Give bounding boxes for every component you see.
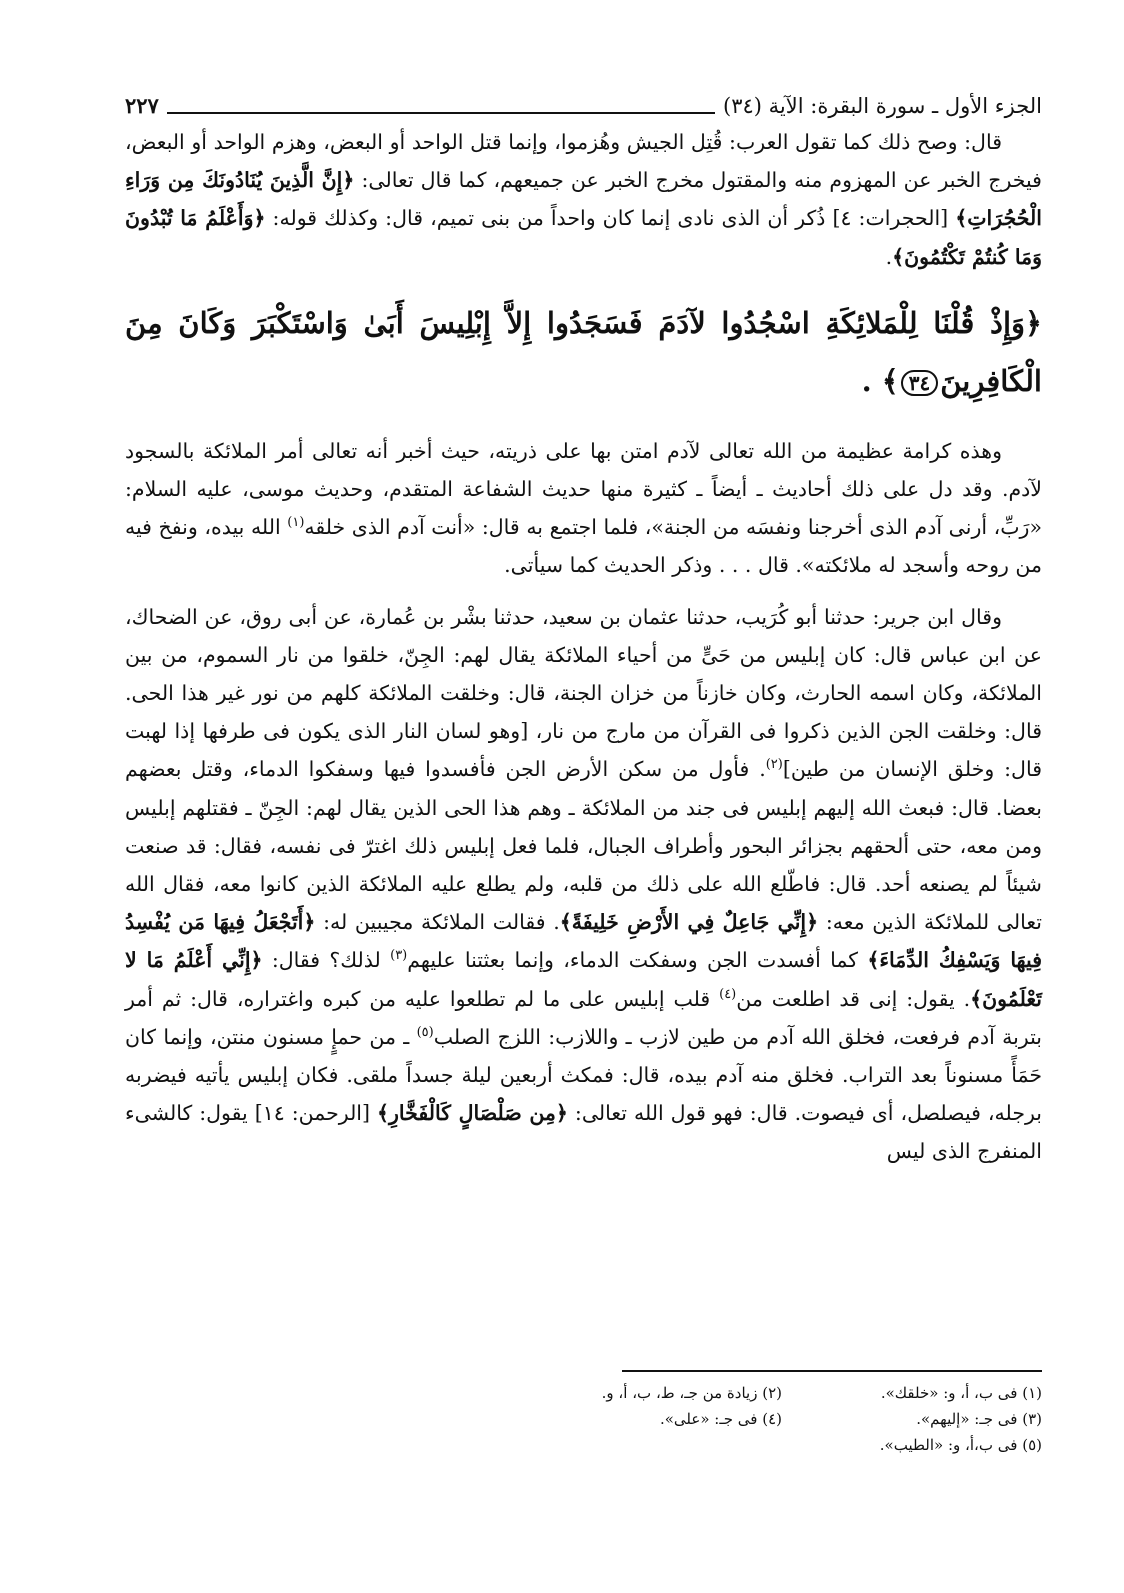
paragraph-2 [125,432,1042,585]
quran-quote: ﴿إِنَّ الَّذِينَ يُنَادُونَكَ مِن وَرَاءِ الْحُجُرَاتِ﴾ [125,168,1042,231]
paragraph-3 [125,598,1042,1171]
text-run: . [885,244,893,269]
quran-quote: ﴿وَأَعْلَمُ مَا تُبْدُونَ وَمَا كُنتُمْ تَكْتُمُونَ﴾ [125,206,1042,269]
quran-quote: ﴿إِنِّي جَاعِلٌ فِي الأَرْضِ خَلِيفَةً﴾ [559,910,819,935]
footnote-ref: (١) [287,515,305,531]
header-title: الجزء الأول ـ سورة البقرة: الآية (٣٤) [723,94,1042,118]
quran-quote: ﴿مِن صَلْصَالٍ كَالْفَخَّارِ﴾ [377,1101,568,1126]
text-run: [الحجرات: ٤] ذُكر أن الذى نادى إنما كان واحداً من بنى تميم، قال: وكذلك قوله: [265,206,956,231]
page-number: ٢٢٧ [125,93,159,118]
text-run: . فقالت الملائكة مجيبين له: [315,910,560,935]
text-run: قلب إبليس على ما لم تطلعوا عليه من كبره واغتراره، قال: ثم أمر بتربة آدم فرفعت، فخلق الله آدم من طين لازب ـ واللازب: اللزج الصلب [125,986,1043,1049]
text-run: ـ من حمإٍ مسنون منتن، وإنما كان حَمَأً مسنوناً بعد التراب. فخلق منه آدم بيده، قال: فمكث أربعين ليلة جسداً ملقى. فكان إبليس يأتيه فيضربه برجله، فيصلصل، أى فيصوت. قال: فهو قول الله تعالى: [125,1024,1043,1126]
verse-heading [125,294,1042,410]
footnote-4: (٤) فى جـ: «على». [659,1410,782,1428]
text-run: كما أفسدت الجن وسفكت الدماء، وإنما بعثتنا عليهم [407,948,868,973]
footnote-2: (٢) زيادة من جـ، ط، ب، أ، و. [601,1384,782,1402]
running-header [125,85,1042,121]
ayah-number-badge: ٣٤ [901,370,938,396]
footnote-row [125,1432,1042,1458]
footnotes [125,1370,1042,1458]
text-run: [الرحمن: ١٤] يقول: كالشىء المنفرج الذى ليس [125,1101,1042,1164]
quran-quote: ﴿أَتَجْعَلُ فِيهَا مَن يُفْسِدُ فِيهَا وَيَسْفِكُ الدِّمَاءَ﴾ [125,910,1042,973]
footnote-ref: (٢) [765,757,783,773]
text-run: . فأول من سكن الأرض الجن فأفسدوا فيها وسفكوا الدماء، وقتل بعضهم بعضا. قال: فبعث الله إليهم إبليس فى جند من الملائكة ـ وهم هذا الحى الذين يقال لهم: الجِنّ ـ فقتلهم إبليس ومن معه، حتى ألحقهم بجزائر البحور وأطراف الجبال، فلما فعل إبليس ذلك اغترّ فى نفسه، فقال: قد صنعت شيئاً لم يصنعه أحد. قال: فاطّلع الله على ذلك من قلبه، ولم يطلع عليه الملائكة الذين كانوا معه، فقال الله تعالى للملائكة الذين معه: [125,757,1042,935]
verse-text: ﴿وَإِذْ قُلْنَا لِلْمَلائِكَةِ اسْجُدُوا لآدَمَ فَسَجَدُوا إِلاَّ إِبْلِيسَ أَبَىٰ وَاسْتَكْبَرَ وَكَانَ مِنَ الْكَافِرِينَ [125,305,1042,398]
verse-end: ﴾ . [861,363,899,398]
footnote-1: (١) فى ب، أ، و: «خلقك». [880,1384,1042,1402]
footnote-row [125,1380,1042,1406]
text-run: . يقول: إنى قد اطلعت من [736,986,971,1011]
text-run: قال: وصح ذلك كما تقول العرب: قُتِل الجيش وهُزموا، وإنما قتل الواحد أو البعض، وهزم الواحد أو البعض، فيخرج الخبر عن المهزوم منه والمقتول مخرج الخبر عن جميعهم، كما قال تعالى: [125,130,1042,193]
body-text [125,123,1042,1171]
quran-quote: ﴿إِنِّي أَعْلَمُ مَا لا تَعْلَمُونَ﴾ [125,948,1042,1011]
footnote-5: (٥) فى ب،أ، و: «الطيب». [879,1436,1042,1454]
text-run: لذلك؟ فقال: [262,948,391,973]
footnote-row [125,1406,1042,1432]
footnote-ref: (٣) [390,948,408,964]
text-run: وهذه كرامة عظيمة من الله تعالى لآدم امتن بها على ذريته، حيث أخبر أنه تعالى أمر الملائكة بالسجود لآدم. وقد دل على ذلك أحاديث ـ أيضاً ـ كثيرة منها حديث الشفاعة المتقدم، وحديث موسى، عليه السلام: «رَبِّ، أرنى آدم الذى أخرجنا ونفسَه من الجنة»، فلما اجتمع به قال: «أنت آدم الذى خلقه [125,438,1042,540]
footnote-ref: (٤) [719,986,737,1002]
footnote-ref: (٥) [416,1025,434,1041]
footnote-3: (٣) فى جـ: «إليهم». [916,1410,1042,1428]
header-rule [167,112,715,114]
text-run: الله بيده، ونفخ فيه من روحه وأسجد له ملائكته». قال . . . وذكر الحديث كما سيأتى. [125,515,1042,578]
footnote-rule [622,1370,1042,1380]
page [125,85,1042,1171]
text-run: وقال ابن جرير: حدثنا أبو كُرَيب، حدثنا عثمان بن سعيد، حدثنا بشْر بن عُمارة، عن أبى روق، عن الضحاك، عن ابن عباس قال: كان إبليس من حَىٍّ من أحياء الملائكة يقال لهم: الجِنّ، خلقوا من نار السموم، من بين الملائكة، وكان اسمه الحارث، وكان خازناً من خزان الجنة، قال: وخلقت الملائكة كلهم من نور غير هذا الحى. قال: وخلقت الجن الذين ذكروا فى القرآن من مارج من نار، [وهو لسان النار الذى يكون فى طرفها إذا لهبت قال: وخلق الإنسان من طين] [125,604,1042,782]
paragraph-1 [125,123,1042,276]
